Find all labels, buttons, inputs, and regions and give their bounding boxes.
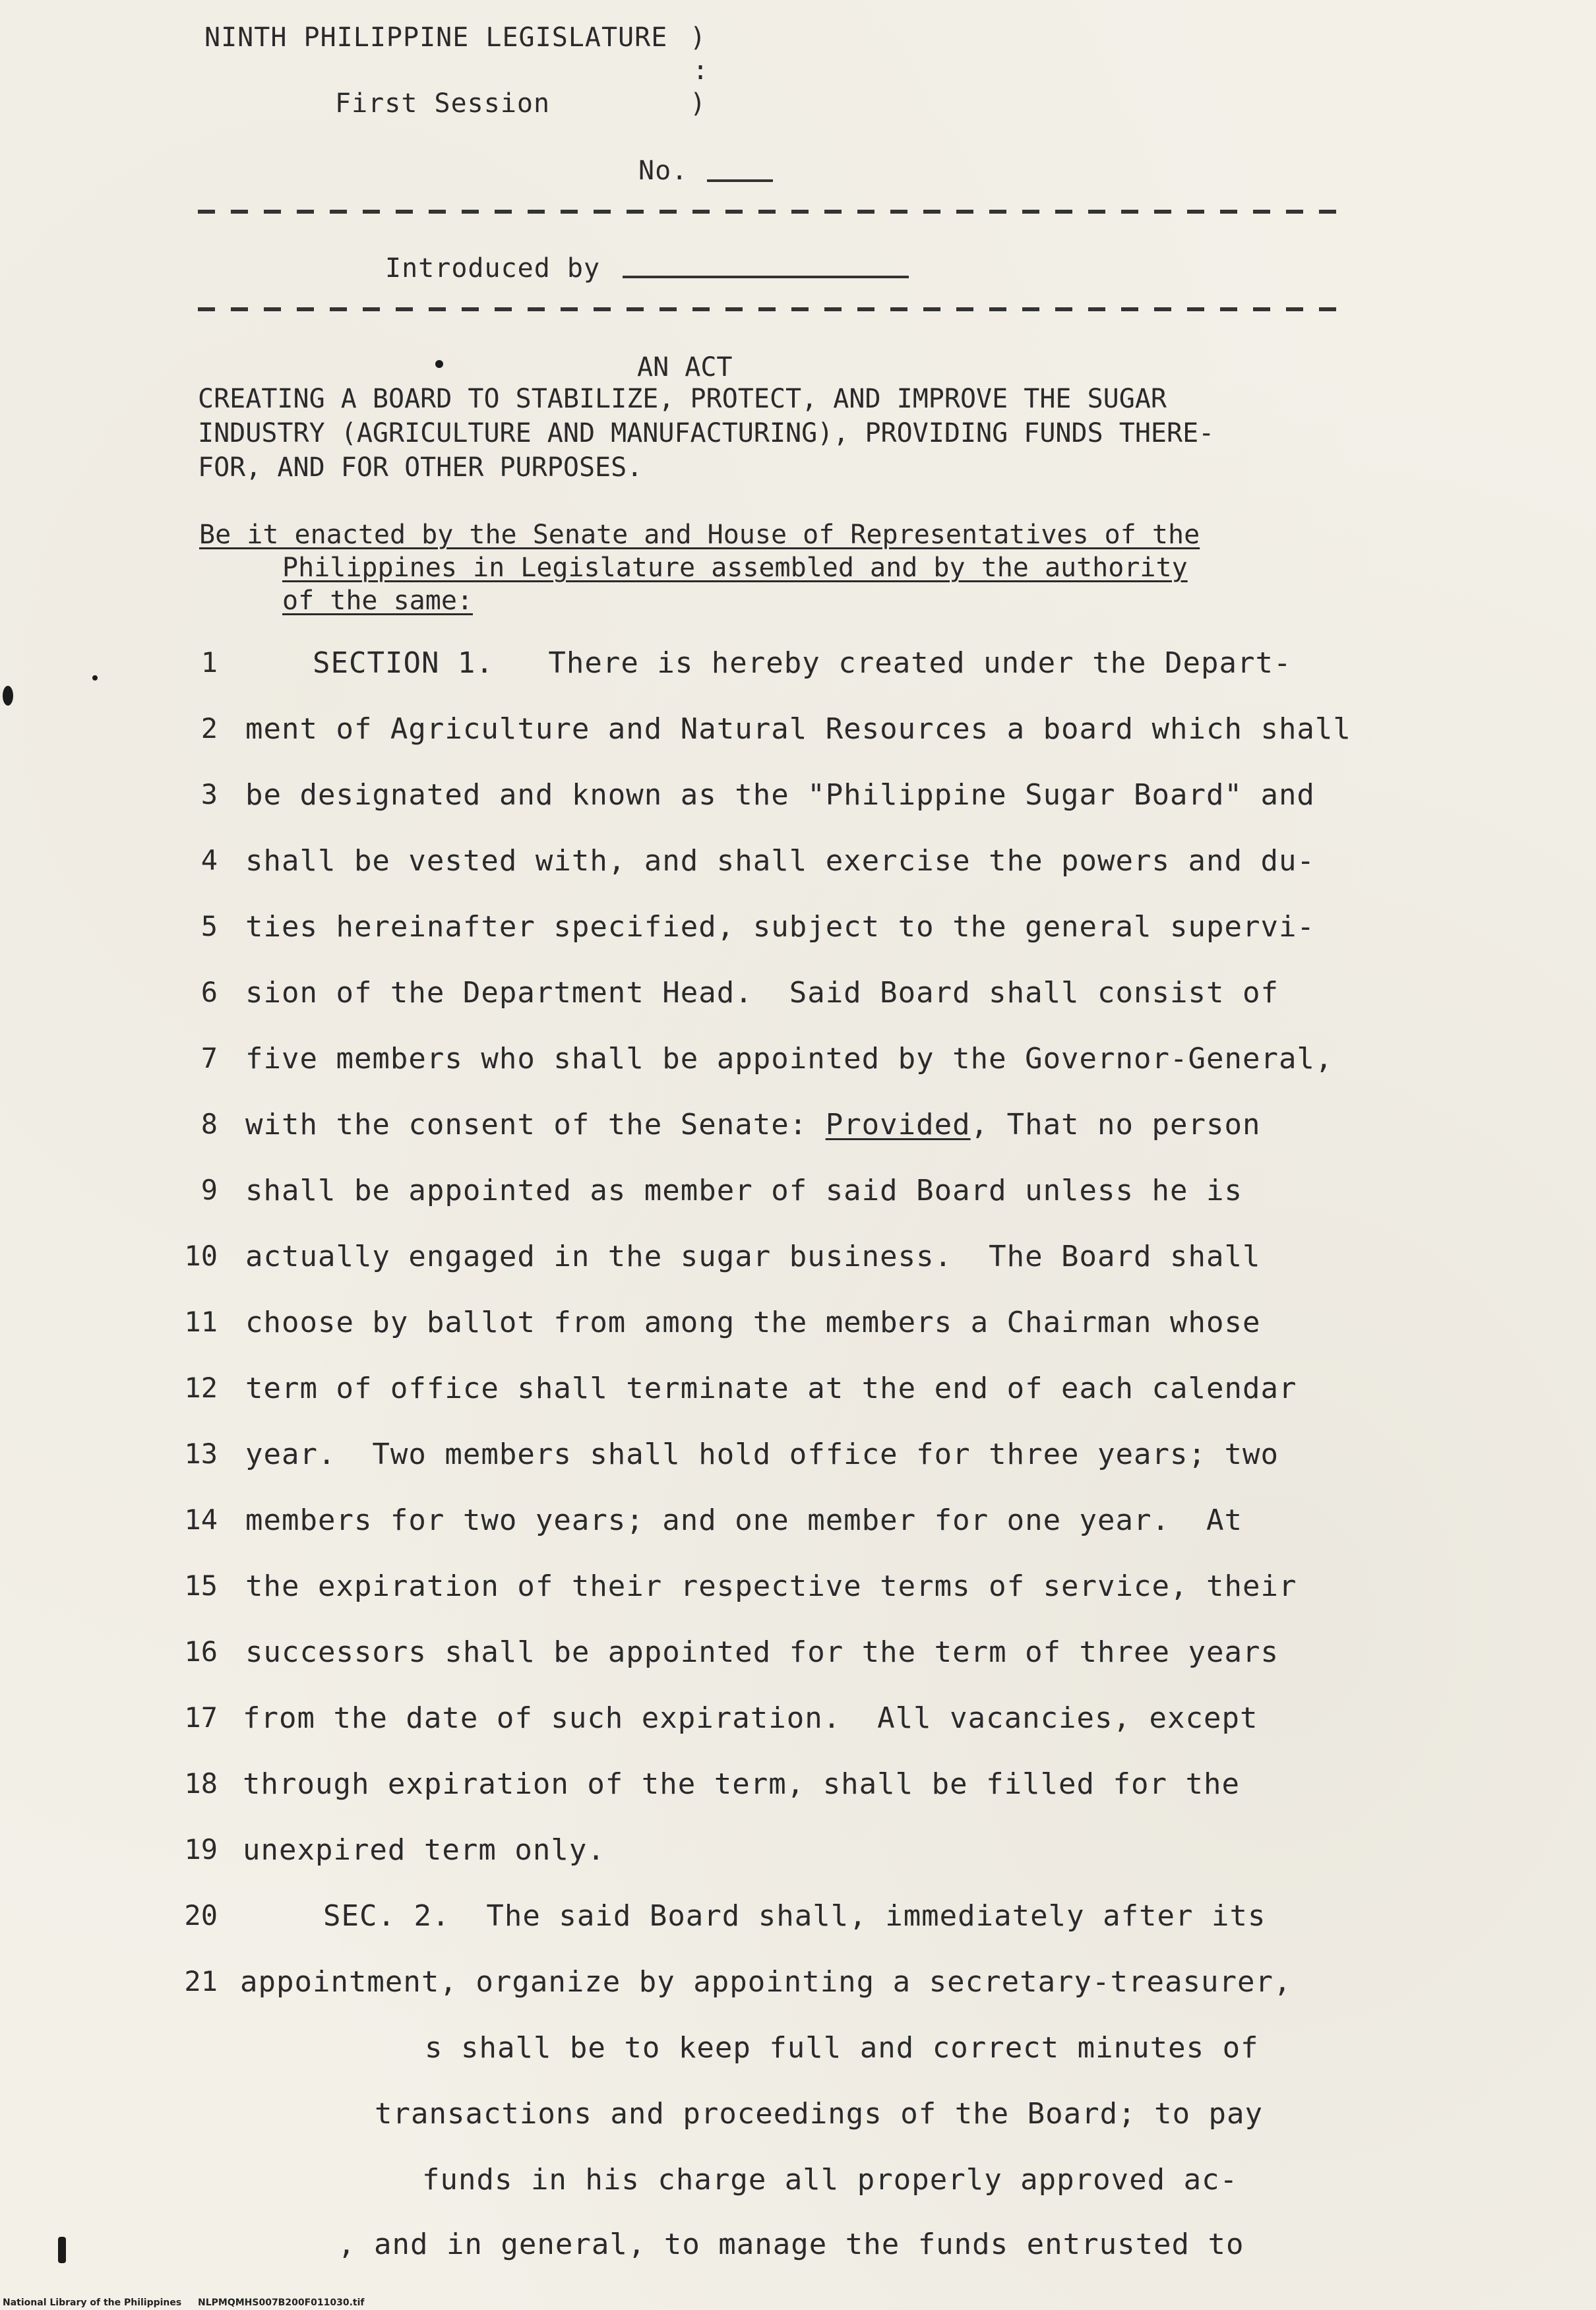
- bracket-open: ): [690, 22, 707, 53]
- body-line: ties hereinafter specified, subject to the general supervi-: [245, 910, 1315, 944]
- body-line: actually engaged in the sugar business. The Board shall: [245, 1240, 1261, 1273]
- line-number: 2: [200, 712, 218, 745]
- scan-speck: [3, 686, 13, 706]
- separator-top: [198, 210, 1339, 214]
- body-line: be designated and known as the "Philippine Sugar Board" and: [245, 778, 1315, 812]
- line-number: 13: [184, 1438, 218, 1470]
- body-line: SECTION 1. There is hereby created under the Depart-: [313, 646, 1292, 680]
- act-heading: AN ACT: [637, 352, 733, 382]
- footer-library-name: National Library of the Philippines: [3, 2297, 182, 2308]
- line-number: 18: [184, 1767, 218, 1800]
- body-line: shall be appointed as member of said Board unless he is: [245, 1174, 1243, 1207]
- scan-speck: [58, 2237, 66, 2263]
- act-title-line: INDUSTRY (AGRICULTURE AND MANUFACTURING), PROVIDING FUNDS THERE-: [198, 418, 1215, 448]
- line-number: 9: [200, 1174, 218, 1206]
- act-title-line: CREATING A BOARD TO STABILIZE, PROTECT, AND IMPROVE THE SUGAR: [198, 384, 1167, 414]
- line-number: 11: [184, 1306, 218, 1338]
- line-number: 17: [184, 1701, 218, 1734]
- scan-speck: [92, 675, 98, 681]
- bracket-colon: :: [692, 55, 710, 86]
- line-number: 12: [184, 1372, 218, 1404]
- line-number: 7: [200, 1042, 218, 1074]
- line-number: 5: [200, 910, 218, 942]
- line-number: 20: [184, 1899, 218, 1931]
- line-number: 15: [184, 1569, 218, 1602]
- enacting-clause-line: of the same:: [282, 586, 473, 616]
- line-number: 8: [200, 1108, 218, 1140]
- body-text: , That no person: [970, 1108, 1261, 1141]
- body-line: the expiration of their respective terms of service, their: [245, 1569, 1297, 1603]
- body-line-with-proviso: [245, 1108, 1260, 1141]
- session-label: First Session: [335, 88, 551, 119]
- body-line: year. Two members shall hold office for three years; two: [245, 1438, 1279, 1471]
- body-line-partial: , and in general, to manage the funds entrusted to: [338, 2228, 1244, 2261]
- act-title-line: FOR, AND FOR OTHER PURPOSES.: [198, 452, 643, 483]
- body-line: successors shall be appointed for the term of three years: [245, 1635, 1279, 1669]
- line-number: 1: [200, 646, 218, 679]
- line-number: 19: [184, 1833, 218, 1866]
- scan-speck: [435, 360, 443, 368]
- body-line-partial: transactions and proceedings of the Board; to pay: [375, 2097, 1264, 2131]
- line-number: 4: [200, 844, 218, 876]
- body-line: choose by ballot from among the members a Chairman whose: [245, 1306, 1261, 1339]
- footer-file-id: NLPMQMHS007B200F011030.tif: [198, 2297, 365, 2308]
- introduced-by-blank: [623, 276, 909, 278]
- line-number: 10: [184, 1240, 218, 1272]
- body-line: from the date of such expiration. All vacancies, except: [243, 1701, 1258, 1735]
- body-line-partial: s shall be to keep full and correct minutes of: [425, 2031, 1259, 2065]
- body-line: five members who shall be appointed by the Governor-General,: [245, 1042, 1334, 1076]
- legislature-title: NINTH PHILIPPINE LEGISLATURE: [204, 22, 668, 53]
- line-number: 16: [184, 1635, 218, 1668]
- bracket-close: ): [690, 88, 707, 119]
- introduced-by-label: Introduced by: [385, 253, 601, 284]
- body-line: ment of Agriculture and Natural Resources a board which shall: [245, 712, 1351, 746]
- enacting-clause-line: Be it enacted by the Senate and House of Representatives of the: [199, 520, 1200, 550]
- bill-number-label: No.: [638, 156, 689, 186]
- body-text: with the consent of the Senate:: [245, 1108, 826, 1141]
- body-line: shall be vested with, and shall exercise the powers and du-: [245, 844, 1315, 878]
- body-line: sion of the Department Head. Said Board shall consist of: [245, 976, 1279, 1010]
- body-line: appointment, organize by appointing a secretary-treasurer,: [240, 1965, 1292, 1999]
- proviso-keyword: Provided: [825, 1108, 971, 1141]
- line-number: 6: [200, 976, 218, 1008]
- line-number: 3: [200, 778, 218, 810]
- enacting-clause-line: Philippines in Legislature assembled and by the authority: [282, 553, 1188, 583]
- body-line: members for two years; and one member for one year. At: [245, 1504, 1243, 1537]
- line-number: 14: [184, 1504, 218, 1536]
- line-number: 21: [184, 1965, 218, 1997]
- body-line: SEC. 2. The said Board shall, immediately after its: [323, 1899, 1266, 1933]
- body-line-partial: funds in his charge all properly approved ac-: [422, 2163, 1239, 2197]
- bill-number-blank: [707, 179, 773, 182]
- separator-bottom: [198, 307, 1339, 311]
- body-line: through expiration of the term, shall be filled for the: [243, 1767, 1240, 1801]
- body-line: unexpired term only.: [243, 1833, 605, 1867]
- body-line: term of office shall terminate at the end of each calendar: [245, 1372, 1297, 1405]
